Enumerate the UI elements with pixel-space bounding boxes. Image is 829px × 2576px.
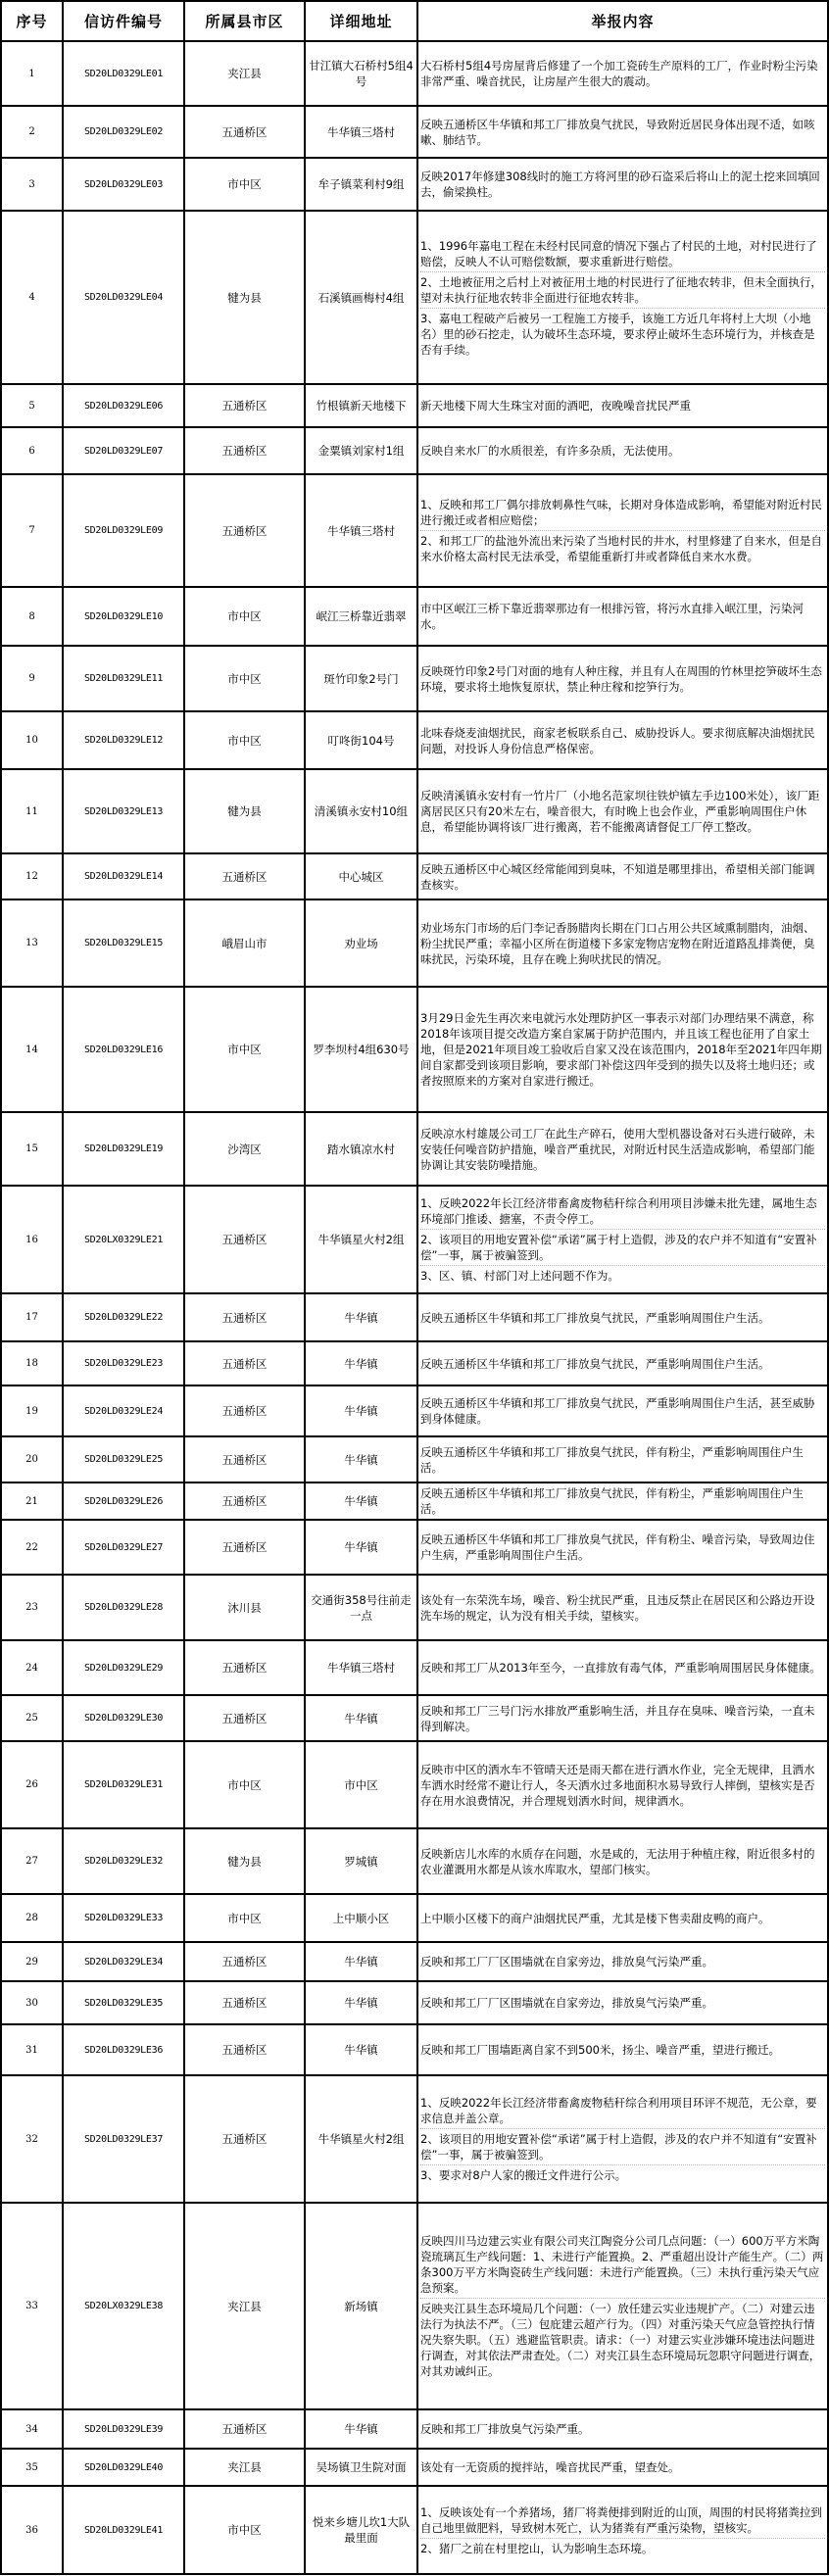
- row-number: 12: [1, 853, 63, 899]
- table-row: [1, 1828, 828, 1894]
- report-content-part: 1、1996年嘉电工程在未经村民同意的情况下强占了村民的土地，对村民进行了赔偿，反映人不认可赔偿数额，要求重新进行赔偿。: [420, 238, 817, 268]
- report-content: [417, 711, 828, 769]
- header-county: 所属县市区: [184, 1, 305, 41]
- complaint-code: SD20LD0329LE36: [63, 2024, 184, 2075]
- report-content: [417, 1293, 828, 1341]
- report-content-part: 反映自来水厂的水质很差，有许多杂质，无法使用。: [420, 444, 680, 458]
- report-content: [417, 1186, 828, 1293]
- report-content: [417, 2409, 828, 2449]
- report-content: [417, 587, 828, 646]
- detail-address: 金粟镇刘家村1组: [305, 427, 417, 474]
- table-row: [1, 987, 828, 1112]
- row-number: 35: [1, 2449, 63, 2486]
- county-name: 犍为县: [184, 769, 305, 853]
- report-content-part: 反映五通桥区牛华镇和邦工厂排放臭气扰民，伴有粉尘、噪音污染，导致周边住户生病，严重影响周围住户生活。: [420, 1532, 815, 1562]
- row-number: 4: [1, 211, 63, 384]
- complaint-code: SD20LD0329LE01: [63, 41, 184, 106]
- complaint-code: SD20LD0329LE32: [63, 1828, 184, 1894]
- report-content-part: 反映清溪镇永安村有一竹片厂（小地名范家坝往铁炉镇左手边100米处），该厂距离居民区只有20米左右，噪音很大，有时晚上也会作业，严重影响周围住户休息，希望能协调将该厂进行搬离，若不能搬离请督促工厂停工整改。: [420, 789, 820, 834]
- complaint-code: SD20LD0329LE13: [63, 769, 184, 853]
- row-number: 31: [1, 2024, 63, 2075]
- complaint-code: SD20LD0329LE24: [63, 1385, 184, 1436]
- row-number: 6: [1, 427, 63, 474]
- table-row: [1, 587, 828, 646]
- report-content: [417, 1482, 828, 1520]
- detail-address: 市中区: [305, 1741, 417, 1828]
- report-content-part: 反映夹江县生态环境局几个问题：（一）放任建云实业违规扩产。（二）对建云违法行为执法不严。（三）包庇建云超产行为。（四）对重污染天气应急管控执行情况失察失职。（五）逃避监管职责。请求：（一）对建云实业涉嫌环境违法问题进行调查，对其依法严肃查处。（二）对夹江县生态环境局玩忽职守问题进行调查，对其劝诫纠正。: [420, 2298, 825, 2381]
- report-content-part: 3、要求对8户人家的搬迁文件进行公示。: [420, 2164, 825, 2185]
- row-number: 18: [1, 1341, 63, 1385]
- row-number: 36: [1, 2486, 63, 2574]
- complaint-code: SD20LD0329LE39: [63, 2409, 184, 2449]
- complaint-code: SD20LD0329LE33: [63, 1894, 184, 1942]
- report-content: [417, 1385, 828, 1436]
- table-row: [1, 1520, 828, 1575]
- row-number: 26: [1, 1741, 63, 1828]
- header-row: [1, 1, 828, 41]
- county-name: 市中区: [184, 1741, 305, 1828]
- detail-address: 新场镇: [305, 2203, 417, 2409]
- report-content: [417, 1575, 828, 1640]
- county-name: 五通桥区: [184, 1942, 305, 1981]
- complaint-code: SD20LD0329LE03: [63, 158, 184, 211]
- report-content-part: 1、反映该处有一个养猪场，猪厂将粪便排到附近的山顶，周围的村民将猪粪拉到自己地里做肥料，导致树木死亡，认为猪粪有严重污染物，望核实。: [420, 2504, 822, 2535]
- county-name: 五通桥区: [184, 1640, 305, 1695]
- complaint-code: SD20LD0329LE15: [63, 899, 184, 987]
- county-name: 市中区: [184, 158, 305, 211]
- report-content: [417, 899, 828, 987]
- complaint-code: SD20LD0329LE31: [63, 1741, 184, 1828]
- county-name: 五通桥区: [184, 853, 305, 899]
- county-name: 夹江县: [184, 41, 305, 106]
- county-name: 五通桥区: [184, 1385, 305, 1436]
- report-content: [417, 1341, 828, 1385]
- row-number: 24: [1, 1640, 63, 1695]
- row-number: 9: [1, 646, 63, 711]
- row-number: 8: [1, 587, 63, 646]
- table-row: [1, 1186, 828, 1293]
- table-row: [1, 899, 828, 987]
- report-content: [417, 1640, 828, 1695]
- detail-address: 甘江镇大石桥村5组4号: [305, 41, 417, 106]
- county-name: 五通桥区: [184, 2409, 305, 2449]
- report-content: [417, 853, 828, 899]
- table-row: [1, 1341, 828, 1385]
- report-content-part: 反映五通桥区牛华镇和邦工厂排放臭气扰民，严重影响周围住户生活。: [420, 1310, 770, 1325]
- county-name: 市中区: [184, 987, 305, 1112]
- row-number: 10: [1, 711, 63, 769]
- report-content-part: 反映五通桥区牛华镇和邦工厂排放臭气扰民，伴有粉尘，严重影响周围住户生活。: [420, 1486, 804, 1516]
- report-content-part: 反映2017年修建308线时的施工方将河里的砂石盗采后将山上的泥土挖来回填回去，偷梁换柱。: [420, 170, 820, 199]
- complaint-code: SD20LD0329LE26: [63, 1482, 184, 1520]
- complaint-code: SD20LD0329LE29: [63, 1640, 184, 1695]
- table-row: [1, 2486, 828, 2574]
- report-content: [417, 2203, 828, 2409]
- report-content-part: 反映五通桥区牛华镇和邦工厂排放臭气扰民，严重影响周围住户生活，甚至威胁到身体健康。: [420, 1396, 815, 1426]
- table-row: [1, 106, 828, 158]
- row-number: 2: [1, 106, 63, 158]
- table-row: [1, 384, 828, 427]
- report-content-part: 1、反映2022年长江经济带畜禽废物秸秆综合利用项目涉嫌未批先建，属地生态环境部门推诿、搪塞，不责令停工。: [420, 1196, 817, 1226]
- table-row: [1, 2075, 828, 2203]
- table-row: [1, 1293, 828, 1341]
- table-row: [1, 1741, 828, 1828]
- complaint-code: SD20LX0329LE21: [63, 1186, 184, 1293]
- county-name: 沙湾区: [184, 1112, 305, 1186]
- report-content-part: 反映新店儿水库的水质存在问题，水是咸的，无法用于种植庄稼，附近很多村的农业灌溉用水都是从该水库取水，望部门核实。: [420, 1846, 815, 1876]
- report-content: [417, 427, 828, 474]
- table-row: [1, 1385, 828, 1436]
- row-number: 23: [1, 1575, 63, 1640]
- report-content-part: 反映市中区的洒水车不管晴天还是雨天都在进行洒水作业，完全无规律，且洒水车洒水时经常不避让行人，冬天洒水过多地面积水易导致行人摔倒，望核实是否存在用水浪费情况，并合理规划洒水时间，规律洒水。: [420, 1762, 815, 1808]
- report-content: [417, 211, 828, 384]
- report-content: [417, 769, 828, 853]
- report-content: [417, 1436, 828, 1482]
- row-number: 3: [1, 158, 63, 211]
- county-name: 五通桥区: [184, 2075, 305, 2203]
- report-content: [417, 1520, 828, 1575]
- county-name: 夹江县: [184, 2449, 305, 2486]
- header-address: 详细地址: [305, 1, 417, 41]
- detail-address: 牛华镇三塔村: [305, 474, 417, 587]
- report-content: [417, 1112, 828, 1186]
- detail-address: 牛华镇: [305, 1942, 417, 1981]
- county-name: 犍为县: [184, 1828, 305, 1894]
- report-content: [417, 2486, 828, 2574]
- complaint-code: SD20LD0329LE06: [63, 384, 184, 427]
- complaint-code: SD20LD0329LE23: [63, 1341, 184, 1385]
- complaint-code: SD20LD0329LE04: [63, 211, 184, 384]
- county-name: 五通桥区: [184, 1293, 305, 1341]
- report-content: [417, 474, 828, 587]
- county-name: 市中区: [184, 1894, 305, 1942]
- complaint-code: SD20LX0329LE38: [63, 2203, 184, 2409]
- report-content-part: 2、土地被征用之后村上对被征用土地的村民进行了征地农转非，但未全面执行，望对未执行征地农转非全面进行征地农转非。: [420, 271, 825, 308]
- county-name: 夹江县: [184, 2203, 305, 2409]
- report-content-part: 反映和邦工厂厂区围墙就在自家旁边，排放臭气污染严重。: [420, 1996, 713, 2010]
- detail-address: 劝业场: [305, 899, 417, 987]
- complaint-code: SD20LD0329LE41: [63, 2486, 184, 2574]
- report-content: [417, 2024, 828, 2075]
- detail-address: 罗李坝村4组630号: [305, 987, 417, 1112]
- table-row: [1, 1981, 828, 2024]
- complaint-code: SD20LD0329LE35: [63, 1981, 184, 2024]
- county-name: 五通桥区: [184, 1981, 305, 2024]
- detail-address: 牛华镇三塔村: [305, 1640, 417, 1695]
- report-content-part: 2、和邦工厂的盐池外流出来污染了当地村民的井水，村里修建了自来水，但是自来水价格太高村民无法承受，希望能重新打井或者降低自来水水费。: [420, 530, 825, 566]
- detail-address: 牛华镇星火村2组: [305, 1186, 417, 1293]
- complaint-code: SD20LD0329LE28: [63, 1575, 184, 1640]
- complaint-code: SD20LD0329LE22: [63, 1293, 184, 1341]
- row-number: 17: [1, 1293, 63, 1341]
- report-content: [417, 1828, 828, 1894]
- report-content-part: 3月29日金先生再次来电就污水处理防护区一事表示对部门办理结果不满意，称2018年该项目提交改造方案自家属于防护范围内，并且该工程也征用了自家土地，但是2021年项目竣工验收后自家又没在该范围内，2018年至2021年四年期间自家都受到该项目影响，要求部门补偿这四年受到的损失以及将土地归还；或者按照原来的方案对自家进行搬迁。: [420, 1011, 822, 1088]
- report-content-part: 3、嘉电工程破产后被另一工程施工方接手，该施工方近几年将村上大坝（小地名）里的砂石挖走，认为破坏生态环境，要求停止破坏生态环境行为，并核查是否有手续。: [420, 308, 825, 360]
- report-content-part: 2、该项目的用地安置补偿“承诺”属于村上造假，涉及的农户并不知道有“安置补偿”一事，属于被骗签到。: [420, 1229, 825, 1265]
- complaint-code: SD20LD0329LE27: [63, 1520, 184, 1575]
- county-name: 五通桥区: [184, 2024, 305, 2075]
- row-number: 16: [1, 1186, 63, 1293]
- report-content-part: 反映和邦工厂排放臭气污染严重。: [420, 2422, 590, 2436]
- table-row: [1, 2024, 828, 2075]
- report-content: [417, 1894, 828, 1942]
- report-content: [417, 1741, 828, 1828]
- detail-address: 罗城镇: [305, 1828, 417, 1894]
- report-content-part: 1、反映2022年长江经济带畜禽废物秸秆综合利用项目环评不规范，无公章，要求信息并盖公章。: [420, 2096, 817, 2125]
- detail-address: 牛华镇星火村2组: [305, 2075, 417, 2203]
- report-content-part: 2、该项目的用地安置补偿“承诺”属于村上造假，涉及的农户并不知道有“安置补偿”一事，属于被骗签到。: [420, 2128, 825, 2164]
- report-content-part: 反映凉水村雄晟公司工厂在此生产碎石，使用大型机器设备对石头进行破碎，未安装任何噪音防护措施，噪音严重扰民，对附近村民生活造成影响，希望部门能协调让其安装防噪措施。: [420, 1126, 815, 1172]
- table-row: [1, 769, 828, 853]
- detail-address: 牛华镇: [305, 2024, 417, 2075]
- detail-address: 交通街358号往前走一点: [305, 1575, 417, 1640]
- county-name: 峨眉山市: [184, 899, 305, 987]
- county-name: 五通桥区: [184, 1482, 305, 1520]
- report-content: [417, 41, 828, 106]
- complaint-code: SD20LD0329LE40: [63, 2449, 184, 2486]
- row-number: 5: [1, 384, 63, 427]
- complaint-code: SD20LD0329LE07: [63, 427, 184, 474]
- row-number: 27: [1, 1828, 63, 1894]
- complaint-code: SD20LD0329LE10: [63, 587, 184, 646]
- county-name: 五通桥区: [184, 1436, 305, 1482]
- row-number: 25: [1, 1695, 63, 1741]
- county-name: 市中区: [184, 587, 305, 646]
- detail-address: 叮咚街104号: [305, 711, 417, 769]
- report-content-part: 大石桥村5组4号房屋背后修建了一个加工瓷砖生产原料的工厂，作业时粉尘污染非常严重、噪音扰民，让房屋产生很大的震动。: [420, 59, 818, 88]
- table-row: [1, 1575, 828, 1640]
- row-number: 33: [1, 2203, 63, 2409]
- row-number: 13: [1, 899, 63, 987]
- report-content-part: 反映和邦工厂厂区围墙就在自家旁边，排放臭气污染严重。: [420, 1955, 713, 1968]
- table-row: [1, 474, 828, 587]
- detail-address: 牛华镇: [305, 1293, 417, 1341]
- report-content: [417, 987, 828, 1112]
- county-name: 五通桥区: [184, 1695, 305, 1741]
- detail-address: 牛华镇: [305, 1520, 417, 1575]
- row-number: 21: [1, 1482, 63, 1520]
- report-content-part: 反映五通桥区牛华镇和邦工厂排放臭气扰民，伴有粉尘，严重影响周围住户生活。: [420, 1444, 804, 1475]
- row-number: 14: [1, 987, 63, 1112]
- complaint-code: SD20LD0329LE19: [63, 1112, 184, 1186]
- report-content-part: 3、区、镇、村部门对上述问题不作为。: [420, 1265, 825, 1286]
- table-row: [1, 211, 828, 384]
- detail-address: 中心城区: [305, 853, 417, 899]
- table-row: [1, 1695, 828, 1741]
- complaint-code: SD20LD0329LE11: [63, 646, 184, 711]
- header-code: 信访件编号: [63, 1, 184, 41]
- detail-address: 牛华镇: [305, 1436, 417, 1482]
- complaint-code: SD20LD0329LE25: [63, 1436, 184, 1482]
- detail-address: 岷江三桥靠近翡翠: [305, 587, 417, 646]
- table-row: [1, 2409, 828, 2449]
- report-content: [417, 158, 828, 211]
- report-content-part: 上中顺小区楼下的商户油烟扰民严重，尤其是楼下售卖甜皮鸭的商户。: [420, 1911, 770, 1925]
- county-name: 沐川县: [184, 1575, 305, 1640]
- detail-address: 踏水镇凉水村: [305, 1112, 417, 1186]
- header-content: 举报内容: [417, 1, 828, 41]
- row-number: 32: [1, 2075, 63, 2203]
- complaint-code: SD20LD0329LE30: [63, 1695, 184, 1741]
- row-number: 7: [1, 474, 63, 587]
- row-number: 20: [1, 1436, 63, 1482]
- table-row: [1, 1894, 828, 1942]
- county-name: 五通桥区: [184, 427, 305, 474]
- detail-address: 吴场镇卫生院对面: [305, 2449, 417, 2486]
- county-name: 五通桥区: [184, 1520, 305, 1575]
- report-content-part: 反映和邦工厂围墙距离自家不到500米，扬尘、噪音严重，望进行搬迁。: [420, 2043, 780, 2057]
- report-content: [417, 1981, 828, 2024]
- table-row: [1, 1482, 828, 1520]
- complaint-code: SD20LD0329LE34: [63, 1942, 184, 1981]
- county-name: 五通桥区: [184, 1341, 305, 1385]
- row-number: 1: [1, 41, 63, 106]
- detail-address: 牛华镇: [305, 1385, 417, 1436]
- detail-address: 竹根镇新天地楼下: [305, 384, 417, 427]
- detail-address: 牛华镇: [305, 1482, 417, 1520]
- detail-address: 上中顺小区: [305, 1894, 417, 1942]
- row-number: 28: [1, 1894, 63, 1942]
- complaint-code: SD20LD0329LE12: [63, 711, 184, 769]
- detail-address: 牛华镇三塔村: [305, 106, 417, 158]
- detail-address: 悦来乡塘儿坎1大队最里面: [305, 2486, 417, 2574]
- row-number: 22: [1, 1520, 63, 1575]
- complaint-code: SD20LD0329LE16: [63, 987, 184, 1112]
- row-number: 19: [1, 1385, 63, 1436]
- report-content-part: 新天地楼下周大生珠宝对面的酒吧，夜晚噪音扰民严重: [420, 399, 691, 413]
- header-no: 序号: [1, 1, 63, 41]
- row-number: 30: [1, 1981, 63, 2024]
- table-row: [1, 853, 828, 899]
- county-name: 五通桥区: [184, 106, 305, 158]
- report-content-part: 北味春烧麦油烟扰民，商家老板联系自己、威胁投诉人。要求彻底解决油烟扰民问题，对投诉人身份信息严格保密。: [420, 725, 815, 755]
- row-number: 15: [1, 1112, 63, 1186]
- county-name: 市中区: [184, 711, 305, 769]
- row-number: 29: [1, 1942, 63, 1981]
- detail-address: 牛华镇: [305, 2409, 417, 2449]
- detail-address: 石溪镇画梅村4组: [305, 211, 417, 384]
- report-content: [417, 106, 828, 158]
- row-number: 34: [1, 2409, 63, 2449]
- report-content-part: 反映和邦工厂三号门污水排放严重影响生活，并且存在臭味、噪音污染，一直未得到解决。: [420, 1703, 815, 1733]
- table-row: [1, 1640, 828, 1695]
- report-content: [417, 2075, 828, 2203]
- county-name: 市中区: [184, 2486, 305, 2574]
- report-content-part: 反映五通桥区牛华镇和邦工厂排放臭气扰民，严重影响周围住户生活。: [420, 1356, 770, 1371]
- report-content-part: 反映和邦工厂从2013年至今，一直排放有毒气体，严重影响周围居民身体健康。: [420, 1661, 821, 1675]
- report-content-part: 劝业场东门市场的后门李记香肠腊肉长期在门口占用公共区域熏制腊肉，油烟、粉尘扰民严重；幸福小区所在街道楼下多家宠物店宠物在附近道路乱排粪便，臭味扰民，污染环境，且存在晚上狗吠扰民的情况。: [420, 920, 815, 966]
- detail-address: 牛华镇: [305, 1341, 417, 1385]
- detail-address: 斑竹印象2号门: [305, 646, 417, 711]
- report-content-part: 2、猪厂之前在村里挖山，认为影响生态环境。: [420, 2538, 825, 2558]
- complaint-code: SD20LD0329LE09: [63, 474, 184, 587]
- report-content-part: 市中区岷江三桥下靠近翡翠那边有一根排污管，将污水直排入岷江里，污染河水。: [420, 602, 804, 631]
- detail-address: 清溪镇永安村10组: [305, 769, 417, 853]
- table-row: [1, 2203, 828, 2409]
- complaint-code: SD20LD0329LE14: [63, 853, 184, 899]
- detail-address: 牛华镇: [305, 1981, 417, 2024]
- detail-address: 牟子镇菜利村9组: [305, 158, 417, 211]
- report-content-part: 1、反映和邦工厂偶尔排放刺鼻性气味，长期对身体造成影响，希望能对附近村民进行搬迁或者相应赔偿；: [420, 498, 822, 527]
- report-content: [417, 1695, 828, 1741]
- report-content-part: 该处有一无资质的搅拌站，噪音扰民严重，望查处。: [420, 2460, 680, 2474]
- table-row: [1, 427, 828, 474]
- report-content: [417, 2449, 828, 2486]
- county-name: 五通桥区: [184, 474, 305, 587]
- report-content-part: 反映斑竹印象2号门对面的地有人种庄稼，并且有人在周围的竹林里挖笋破坏生态环境，要求将土地恢复原状，禁止种庄稼和挖笋行为。: [420, 663, 822, 694]
- row-number: 11: [1, 769, 63, 853]
- table-body: [1, 41, 828, 2574]
- table-row: [1, 646, 828, 711]
- table-row: [1, 1942, 828, 1981]
- table-row: [1, 158, 828, 211]
- county-name: 市中区: [184, 646, 305, 711]
- county-name: 五通桥区: [184, 384, 305, 427]
- report-content-part: 该处有一东荣洗车场，噪音、粉尘扰民严重，且违反禁止在居民区和公路边开设洗车场的规定，认为没有相关手续，望核实。: [420, 1592, 815, 1623]
- table-row: [1, 1112, 828, 1186]
- report-content: [417, 646, 828, 711]
- complaint-code: SD20LD0329LE37: [63, 2075, 184, 2203]
- detail-address: 牛华镇: [305, 1695, 417, 1741]
- report-content-part: 反映四川马边建云实业有限公司夹江陶瓷分公司几点问题：（一）600万平方米陶瓷琉璃瓦生产线问题：1、未进行产能置换。2、严重超出设计产能生产。（二）两条300万平方米陶瓷砖生产线问题：未进行产能置换。（三）未执行重污染天气应急预案。: [420, 2234, 824, 2295]
- report-content: [417, 1942, 828, 1981]
- complaint-code: SD20LD0329LE02: [63, 106, 184, 158]
- report-content: [417, 384, 828, 427]
- table-row: [1, 1436, 828, 1482]
- report-content-part: 反映五通桥区牛华镇和邦工厂排放臭气扰民，导致附近居民身体出现不适，如咳嗽、肺结节。: [420, 117, 815, 147]
- table-row: [1, 711, 828, 769]
- county-name: 犍为县: [184, 211, 305, 384]
- county-name: 五通桥区: [184, 1186, 305, 1293]
- report-content-part: 反映五通桥区中心城区经常能闻到臭味，不知道是哪里排出，希望相关部门能调查核实。: [420, 861, 815, 892]
- table-row: [1, 2449, 828, 2486]
- table-row: [1, 41, 828, 106]
